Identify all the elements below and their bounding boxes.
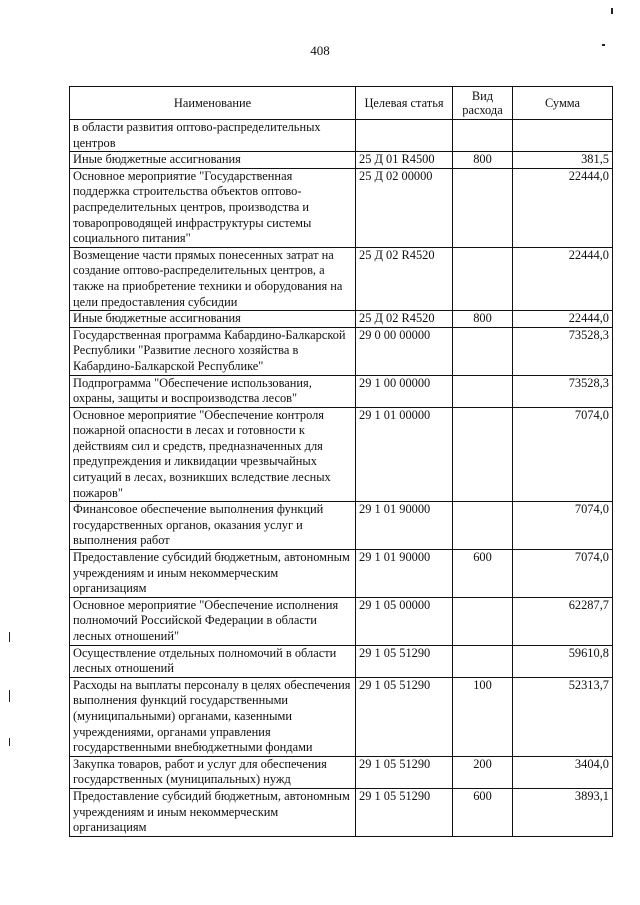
row-target: 25 Д 01 R4500 <box>356 152 453 169</box>
table-row <box>70 597 613 645</box>
table-row <box>70 502 613 550</box>
row-name: Осуществление отдельных полномочий в области лесных отношений <box>70 645 356 677</box>
row-sum: 3404,0 <box>513 756 613 788</box>
row-target: 29 1 01 90000 <box>356 502 453 550</box>
row-name: Финансовое обеспечение выполнения функций государственных органов, оказания услуг и выполнения работ <box>70 502 356 550</box>
row-target: 25 Д 02 R4520 <box>356 311 453 328</box>
row-target: 29 1 05 51290 <box>356 756 453 788</box>
table-row <box>70 677 613 756</box>
row-name: Основное мероприятие "Государственная поддержка строительства объектов оптово-распределительных центров, производства и товаропроводящей инфраструктуры системы социального питания" <box>70 168 356 247</box>
row-sum <box>513 120 613 152</box>
row-target: 29 0 00 00000 <box>356 327 453 375</box>
row-type <box>453 327 513 375</box>
row-target <box>356 120 453 152</box>
row-sum: 7074,0 <box>513 550 613 598</box>
row-target: 29 1 01 00000 <box>356 407 453 502</box>
table-row <box>70 756 613 788</box>
row-target: 25 Д 02 00000 <box>356 168 453 247</box>
table-row <box>70 168 613 247</box>
row-target: 29 1 01 90000 <box>356 550 453 598</box>
table-row <box>70 645 613 677</box>
row-sum: 7074,0 <box>513 407 613 502</box>
header-type: Вид расхода <box>453 87 513 120</box>
row-name: Расходы на выплаты персоналу в целях обеспечения выполнения функций государственными (муниципальными) органами, казенными учреждениями, органами управления государственными внебюджетными фондами <box>70 677 356 756</box>
row-name: Иные бюджетные ассигнования <box>70 311 356 328</box>
table-row <box>70 152 613 169</box>
row-name: Государственная программа Кабардино-Балкарской Республики "Развитие лесного хозяйства в Кабардино-Балкарской Республике" <box>70 327 356 375</box>
row-type: 800 <box>453 311 513 328</box>
table-row <box>70 375 613 407</box>
row-type <box>453 168 513 247</box>
table-row <box>70 247 613 310</box>
scan-mark <box>9 738 10 746</box>
scan-mark <box>611 8 613 14</box>
row-name: Закупка товаров, работ и услуг для обеспечения государственных (муниципальных) нужд <box>70 756 356 788</box>
scan-mark <box>602 44 605 46</box>
row-type <box>453 502 513 550</box>
row-name: Подпрограмма "Обеспечение использования, охраны, защиты и воспроизводства лесов" <box>70 375 356 407</box>
row-sum: 59610,8 <box>513 645 613 677</box>
row-sum: 52313,7 <box>513 677 613 756</box>
table-header-row <box>70 87 613 120</box>
row-name: Иные бюджетные ассигнования <box>70 152 356 169</box>
table-row <box>70 788 613 836</box>
page-number: 408 <box>310 43 330 58</box>
row-type <box>453 375 513 407</box>
row-name: Предоставление субсидий бюджетным, автономным учреждениям и иным некоммерческим организациям <box>70 788 356 836</box>
row-type <box>453 120 513 152</box>
row-sum: 7074,0 <box>513 502 613 550</box>
row-target: 29 1 05 51290 <box>356 677 453 756</box>
table-row <box>70 327 613 375</box>
row-type <box>453 247 513 310</box>
table-row <box>70 120 613 152</box>
row-sum: 62287,7 <box>513 597 613 645</box>
row-name: Основное мероприятие "Обеспечение контроля пожарной опасности в лесах и готовности к действиям сил и средств, предназначенных для предупреждения и ликвидации чрезвычайных ситуаций в лесах, возникших вследствие лесных пожаров" <box>70 407 356 502</box>
table-row <box>70 550 613 598</box>
row-type: 200 <box>453 756 513 788</box>
row-target: 29 1 00 00000 <box>356 375 453 407</box>
row-target: 29 1 05 00000 <box>356 597 453 645</box>
row-target: 29 1 05 51290 <box>356 788 453 836</box>
header-name: Наименование <box>70 87 356 120</box>
row-name: Предоставление субсидий бюджетным, автономным учреждениям и иным некоммерческим организациям <box>70 550 356 598</box>
row-type <box>453 597 513 645</box>
row-type: 100 <box>453 677 513 756</box>
row-sum: 22444,0 <box>513 311 613 328</box>
row-type: 600 <box>453 788 513 836</box>
table-row <box>70 407 613 502</box>
header-target: Целевая статья <box>356 87 453 120</box>
row-target: 29 1 05 51290 <box>356 645 453 677</box>
row-type: 600 <box>453 550 513 598</box>
row-target: 25 Д 02 R4520 <box>356 247 453 310</box>
table-row <box>70 311 613 328</box>
row-sum: 22444,0 <box>513 168 613 247</box>
row-sum: 381,5 <box>513 152 613 169</box>
row-type <box>453 407 513 502</box>
row-sum: 73528,3 <box>513 327 613 375</box>
row-name: в области развития оптово-распределительных центров <box>70 120 356 152</box>
header-sum: Сумма <box>513 87 613 120</box>
budget-table <box>69 86 613 837</box>
row-sum: 73528,3 <box>513 375 613 407</box>
row-name: Возмещение части прямых понесенных затрат на создание оптово-распределительных центров, а также на приобретение техники и оборудования на цели предоставления субсидии <box>70 247 356 310</box>
scan-mark <box>9 632 10 642</box>
row-type: 800 <box>453 152 513 169</box>
row-sum: 22444,0 <box>513 247 613 310</box>
scan-mark <box>9 690 10 702</box>
row-sum: 3893,1 <box>513 788 613 836</box>
row-name: Основное мероприятие "Обеспечение исполнения полномочий Российской Федерации в области лесных отношений" <box>70 597 356 645</box>
row-type <box>453 645 513 677</box>
